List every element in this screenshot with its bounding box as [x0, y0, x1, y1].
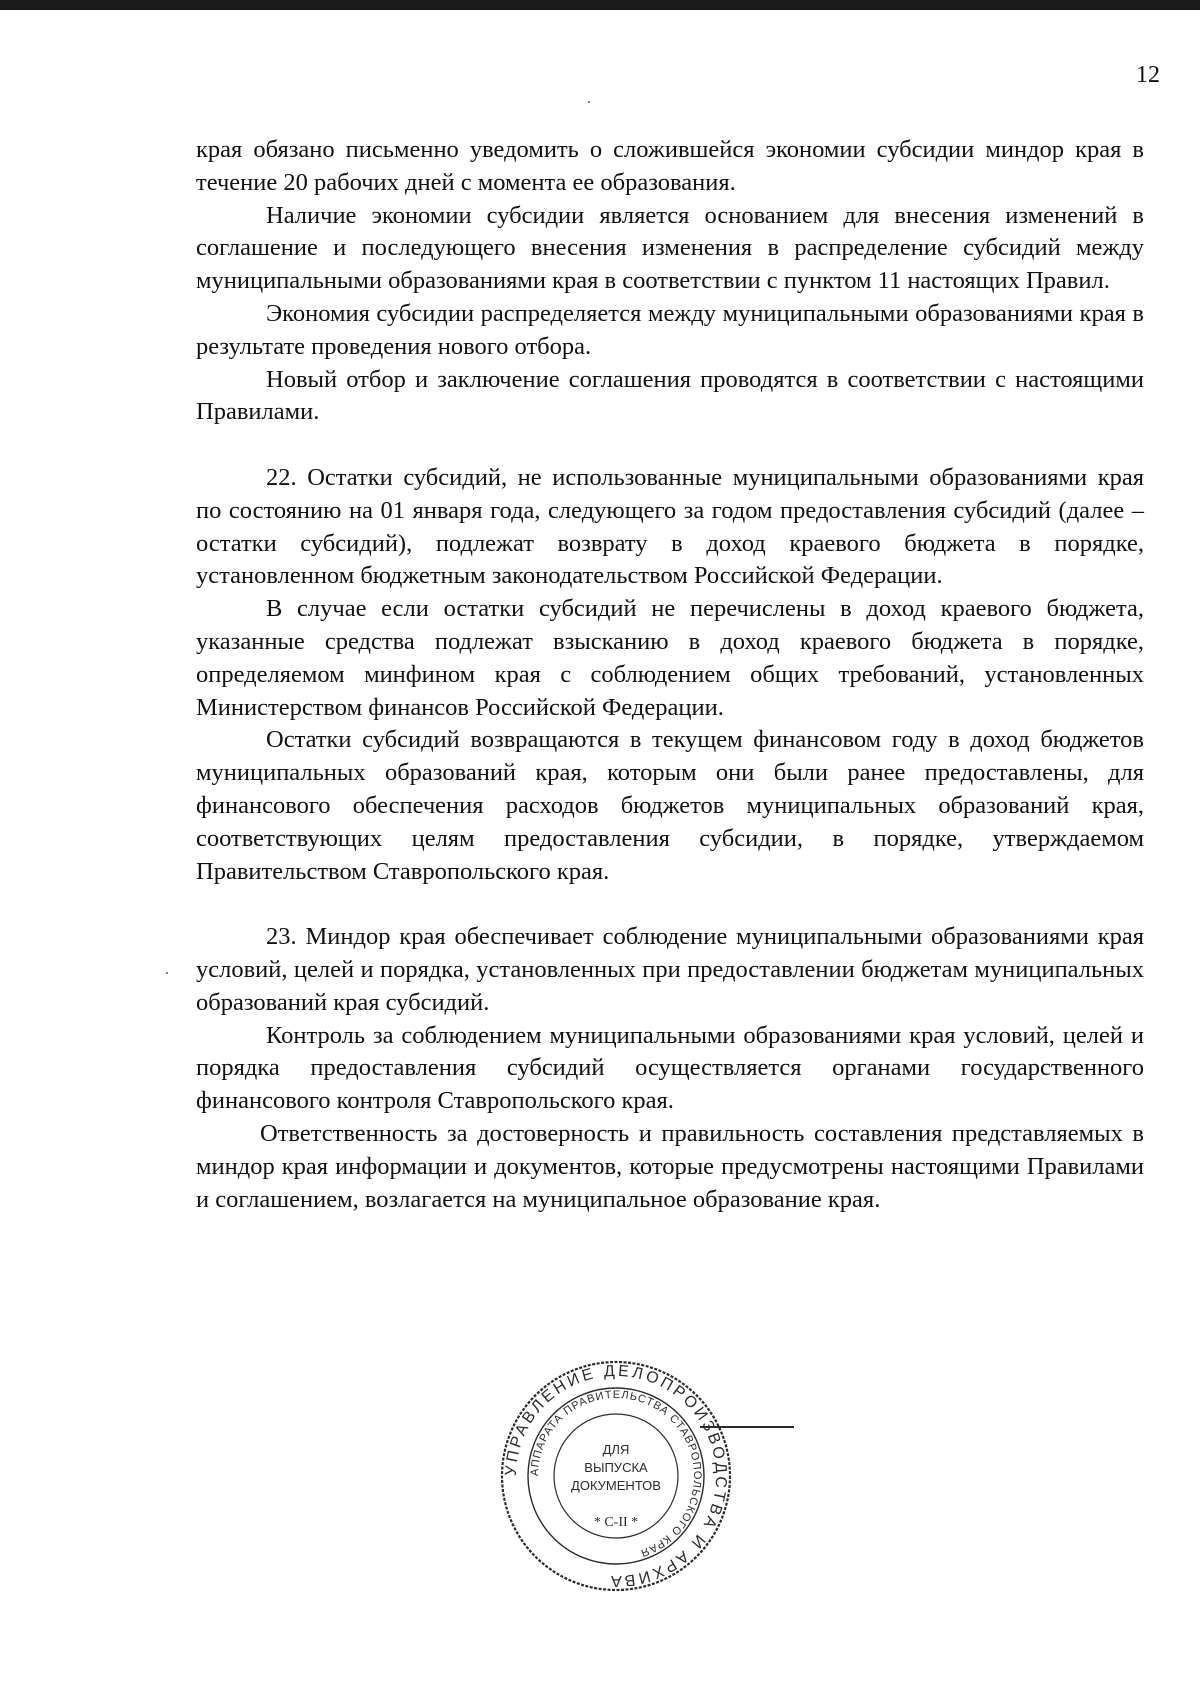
paragraph: края обязано письменно уведомить о сложившейся экономии субсидии миндор края в течение 20 рабочих дней с момента ее образования. — [196, 136, 1144, 196]
stamp-outer-ring-text: УПРАВЛЕНИЕ ДЕЛОПРОИ ВОДСТВА И АРХИВА — [502, 1362, 730, 1590]
signature-line — [700, 1426, 794, 1428]
stamp-code: * С-II * — [593, 1515, 639, 1530]
official-stamp — [498, 1358, 734, 1594]
paragraph-section-22: 22. Остатки субсидий, не использованные муниципальными образованиями края по состоянию на 01 января года, следующего за годом предоставления субсидий (далее – остатки субсидий), подлежат возврату в доход краевого бюджета в порядке, установленном бюджетным законодательством Российской Федерации. — [196, 463, 1144, 590]
stamp-center-line-2: ВЫПУСКА — [584, 1460, 648, 1475]
stamp-inner-ring-text: АППАРАТА ПРАВИТЕЛЬСТВА СТАВРОПОЛЬСКОГО КРАЯ — [528, 1388, 704, 1559]
paragraph: Экономия субсидии распределяется между муниципальными образованиями края в результате проведения нового отбора. — [196, 299, 1144, 360]
paragraph: Ответственность за достоверность и правильность составления представляемых в миндор края информации и документов, которые предусмотрены настоящими Правилами и соглашением, возлагается на муниципальное образование края. — [196, 1119, 1144, 1213]
document-body — [196, 134, 1144, 1216]
page-number: 12 — [1136, 62, 1160, 88]
paragraph: Наличие экономии субсидии является основанием для внесения изменений в соглашение и последующего внесения изменения в распределение субсидий между муниципальными образованиями края в соответствии с пунктом 11 настоящих Правил. — [196, 201, 1144, 295]
scan-speck — [166, 972, 168, 974]
paragraph: В случае если остатки субсидий не перечислены в доход краевого бюджета, указанные средства подлежат взысканию в доход краевого бюджета в порядке, определяемом минфином края с соблюдением общих требований, установленных Министерством финансов Российской Федерации. — [196, 595, 1144, 721]
scan-speck — [588, 101, 590, 103]
paragraph-section-23: 23. Миндор края обеспечивает соблюдение муниципальными образованиями края условий, целей и порядка, установленных при предоставлении бюджетам муниципальных образований края субсидий. — [196, 923, 1144, 1016]
top-border-rule — [0, 0, 1200, 10]
stamp-center-line-1: ДЛЯ — [602, 1442, 630, 1457]
paragraph: Контроль за соблюдением муниципальными образованиями края условий, целей и порядка предоставления субсидий осуществляется органами государственного финансового контроля Ставропольского края. — [196, 1021, 1144, 1115]
paragraph: Остатки субсидий возвращаются в текущем финансовом году в доход бюджетов муниципальных образований края, которым они были ранее предоставлены, для финансового обеспечения расходов бюджетов муниципальных образований края, соответствующих целям предоставления субсидии, в порядке, утверждаемом Правительством Ставропольского края. — [196, 726, 1144, 885]
stamp-center-line-3: ДОКУМЕНТОВ — [571, 1478, 661, 1493]
paragraph: Новый отбор и заключение соглашения проводятся в соответствии с настоящими Правилами. — [196, 365, 1144, 426]
